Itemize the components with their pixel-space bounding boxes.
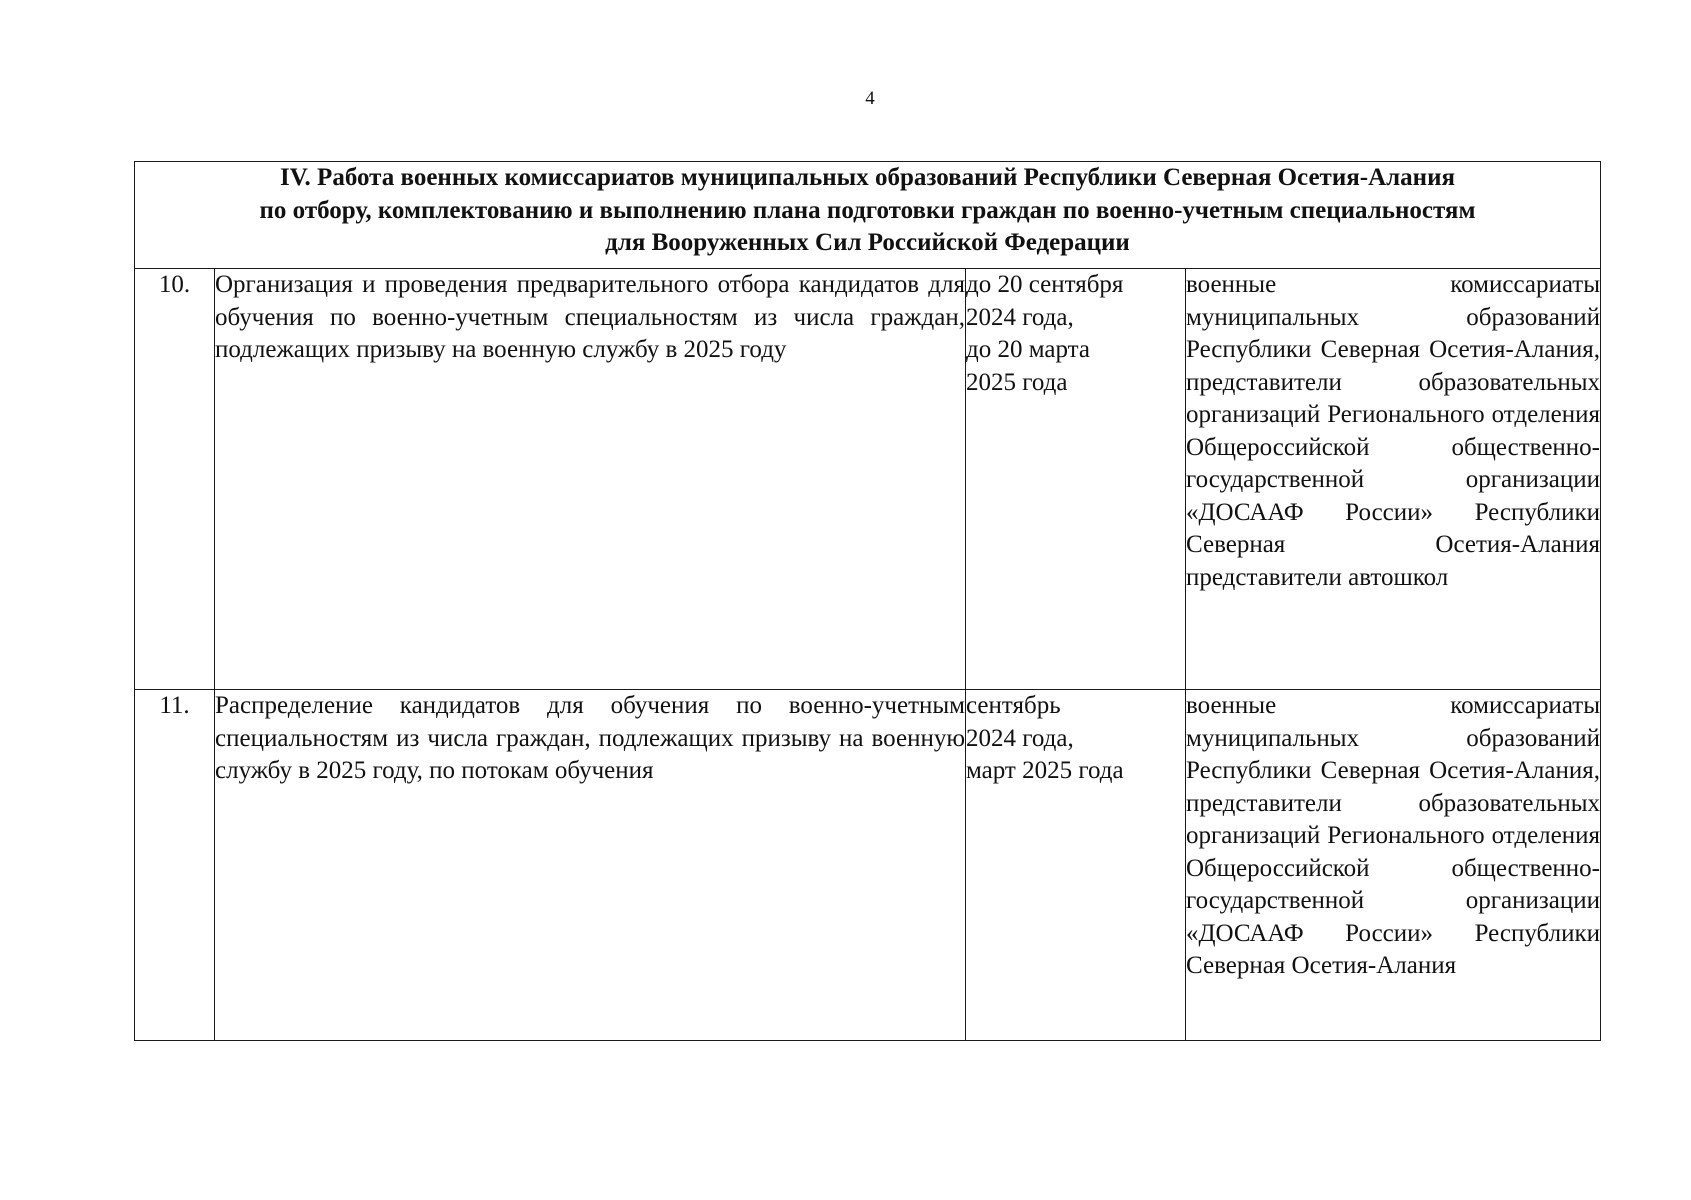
activity-cell: Организация и проведения предварительного отбора кандидатов для обучения по военно-учетным специальностям из числа граждан, подлежащих призыву на военную службу в 2025 году (215, 269, 966, 690)
row-number: 10. (135, 269, 215, 690)
deadline-line: до 20 марта (966, 336, 1090, 363)
responsible-cell: военные комиссариаты муниципальных образований Республики Северная Осетия-Алания, представители образовательных организаций Регионального отделения Общероссийской общественно-государственной организации «ДОСААФ России» Республики Северная Осетия-Алания представители автошкол (1186, 269, 1601, 690)
plan-table (134, 161, 1601, 1041)
section-title-line-3: для Вооруженных Сил Российской Федерации (605, 229, 1130, 256)
deadline-cell (966, 269, 1186, 690)
deadline-cell (966, 690, 1186, 1041)
section-title-line-2: по отбору, комплектованию и выполнению плана подготовки граждан по военно-учетным специальностям (259, 196, 1476, 224)
page-number: 4 (865, 88, 875, 109)
deadline-line: 2024 года, (966, 303, 1074, 331)
activity-cell: Распределение кандидатов для обучения по военно-учетным специальностям из числа граждан, подлежащих призыву на военную службу в 2025 году, по потокам обучения (215, 690, 966, 1041)
deadline-line: до 20 сентября (966, 271, 1124, 298)
section-header-row (135, 162, 1601, 269)
table-row (135, 690, 1601, 1041)
section-title (135, 162, 1601, 269)
deadline-line: 2024 года, (966, 724, 1074, 752)
deadline-line: сентябрь (966, 692, 1061, 719)
table-row (135, 269, 1601, 690)
responsible-cell: военные комиссариаты муниципальных образований Республики Северная Осетия-Алания, представители образовательных организаций Регионального отделения Общероссийской общественно-государственной организации «ДОСААФ России» Республики Северная Осетия-Алания (1186, 690, 1601, 1041)
deadline-line: март 2025 года (966, 757, 1124, 784)
row-number: 11. (135, 690, 215, 1041)
section-title-line-1: IV. Работа военных комиссариатов муниципальных образований Республики Северная Осетия-Алания (279, 164, 1456, 191)
deadline-line: 2025 года (966, 368, 1068, 396)
